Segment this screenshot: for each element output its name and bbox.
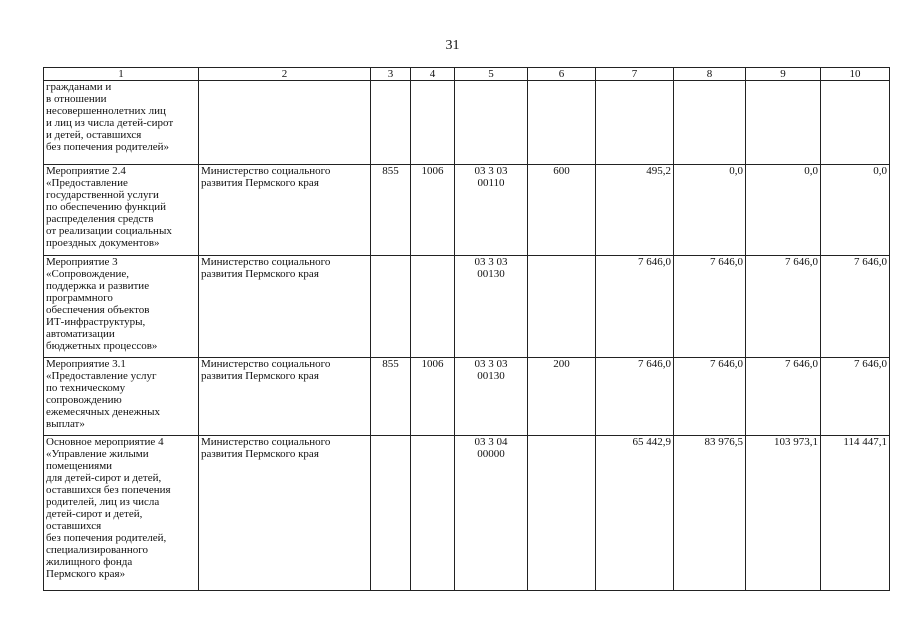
vr-cell xyxy=(528,436,596,591)
measure-name-cell: гражданами и в отношении несовершеннолетних лиц и лиц из числа детей-сирот и детей, оставшихся без попечения родителей» xyxy=(44,81,199,165)
table-header-row xyxy=(44,68,890,81)
column-header: 2 xyxy=(199,68,371,81)
csr-cell: 03 3 03 00130 xyxy=(455,256,528,358)
vr-cell: 600 xyxy=(528,165,596,256)
executor-cell: Министерство социального развития Пермского края xyxy=(199,165,371,256)
grbs-cell xyxy=(371,436,411,591)
year3-cell: 103 973,1 xyxy=(746,436,821,591)
column-header: 9 xyxy=(746,68,821,81)
section-cell xyxy=(411,256,455,358)
year4-cell: 7 646,0 xyxy=(821,358,890,436)
table-row xyxy=(44,436,890,591)
year2-cell: 7 646,0 xyxy=(674,358,746,436)
column-header: 5 xyxy=(455,68,528,81)
table-row xyxy=(44,256,890,358)
column-header: 1 xyxy=(44,68,199,81)
year4-cell: 7 646,0 xyxy=(821,256,890,358)
table-row xyxy=(44,81,890,165)
year2-cell xyxy=(674,81,746,165)
column-header: 3 xyxy=(371,68,411,81)
year4-cell: 0,0 xyxy=(821,165,890,256)
vr-cell xyxy=(528,256,596,358)
column-header: 6 xyxy=(528,68,596,81)
grbs-cell xyxy=(371,81,411,165)
year2-cell: 0,0 xyxy=(674,165,746,256)
executor-cell: Министерство социального развития Пермского края xyxy=(199,256,371,358)
section-cell xyxy=(411,81,455,165)
year1-cell: 65 442,9 xyxy=(596,436,674,591)
grbs-cell: 855 xyxy=(371,358,411,436)
table-row xyxy=(44,165,890,256)
measure-name-cell: Мероприятие 2.4 «Предоставление государственной услуги по обеспечению функций распределения средств от реализации социальных проездных документов» xyxy=(44,165,199,256)
year1-cell: 7 646,0 xyxy=(596,358,674,436)
budget-table xyxy=(43,67,890,591)
measure-name-cell: Основное мероприятие 4 «Управление жилыми помещениями для детей-сирот и детей, оставшихся без попечения родителей, лиц из числа детей-сирот и детей, оставшихся без попечения родителей, специализированного жилищного фонда Пермского края» xyxy=(44,436,199,591)
grbs-cell: 855 xyxy=(371,165,411,256)
year3-cell: 7 646,0 xyxy=(746,256,821,358)
year2-cell: 7 646,0 xyxy=(674,256,746,358)
csr-cell: 03 3 03 00130 xyxy=(455,358,528,436)
measure-name-cell: Мероприятие 3 «Сопровождение, поддержка и развитие программного обеспечения объектов ИТ-инфраструктуры, автоматизации бюджетных процессов» xyxy=(44,256,199,358)
year2-cell: 83 976,5 xyxy=(674,436,746,591)
year1-cell xyxy=(596,81,674,165)
executor-cell: Министерство социального развития Пермского края xyxy=(199,436,371,591)
column-header: 7 xyxy=(596,68,674,81)
year1-cell: 495,2 xyxy=(596,165,674,256)
measure-name-cell: Мероприятие 3.1 «Предоставление услуг по техническому сопровождению ежемесячных денежных выплат» xyxy=(44,358,199,436)
executor-cell: Министерство социального развития Пермского края xyxy=(199,358,371,436)
section-cell: 1006 xyxy=(411,165,455,256)
year3-cell: 0,0 xyxy=(746,165,821,256)
csr-cell xyxy=(455,81,528,165)
year4-cell: 114 447,1 xyxy=(821,436,890,591)
column-header: 4 xyxy=(411,68,455,81)
year1-cell: 7 646,0 xyxy=(596,256,674,358)
section-cell: 1006 xyxy=(411,358,455,436)
grbs-cell xyxy=(371,256,411,358)
section-cell xyxy=(411,436,455,591)
vr-cell xyxy=(528,81,596,165)
year4-cell xyxy=(821,81,890,165)
column-header: 8 xyxy=(674,68,746,81)
page-number: 31 xyxy=(445,38,460,53)
vr-cell: 200 xyxy=(528,358,596,436)
executor-cell xyxy=(199,81,371,165)
year3-cell: 7 646,0 xyxy=(746,358,821,436)
year3-cell xyxy=(746,81,821,165)
csr-cell: 03 3 04 00000 xyxy=(455,436,528,591)
csr-cell: 03 3 03 00110 xyxy=(455,165,528,256)
column-header: 10 xyxy=(821,68,890,81)
table-row xyxy=(44,358,890,436)
